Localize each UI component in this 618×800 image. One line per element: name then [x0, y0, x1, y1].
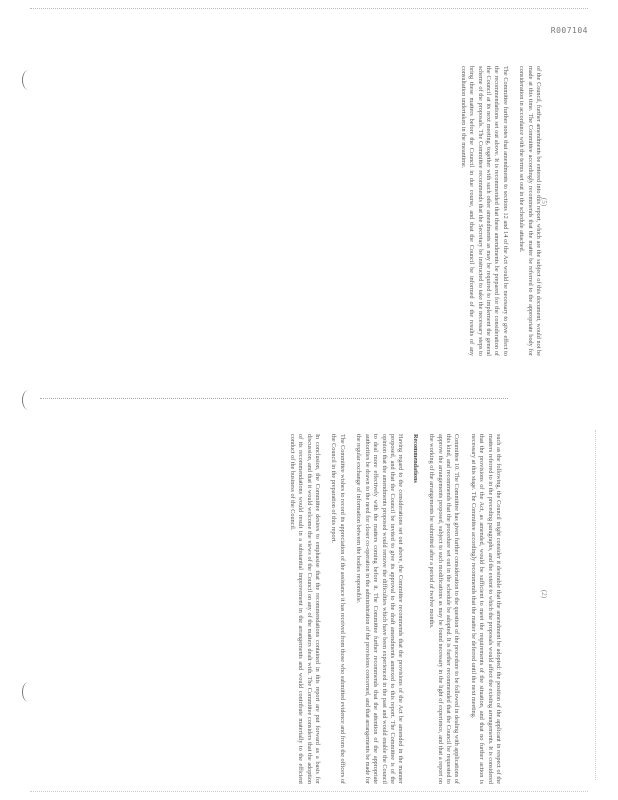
upper-text-block — [102, 66, 542, 356]
page-number-upper: (5) — [540, 197, 548, 207]
section-divider — [40, 398, 508, 399]
bottom-dotted-border — [30, 791, 588, 792]
lower-heading: Recommendations — [411, 434, 419, 483]
right-dotted-border — [595, 430, 596, 780]
page-id: R007104 — [550, 26, 588, 35]
upper-column — [102, 66, 542, 356]
page-number-lower: (2) — [540, 589, 548, 599]
lower-column — [102, 434, 502, 784]
lower-paragraph: Committee 10. The Committee has given further consideration to the question of the procedure to be followed in dealing with applications of this kind, and recommends that the procedure set out in the schedule be adopted. It is further recommended that the Council be requested to approve the arrangements proposed, subject to such modifications as may be found necessary in the light of experience, and that a report on the working of the arrangements be submitted after a period of twelve months. — [428, 434, 461, 784]
punch-hole-mark-bottom — [22, 682, 35, 702]
top-dotted-border — [30, 8, 588, 9]
punch-hole-mark-top — [22, 70, 35, 90]
lower-paragraph: In conclusion, the Committee desires to emphasise that the recommendations contained in this report are put forward as a basis for discussion, and that it would welcome the views of the Council on any of the matters dealt with. The Committee considers that the adoption of its recommendations would result in a substantial improvement in the arrangements and would contribute materially to the efficient conduct of the business of the Council. — [288, 434, 322, 784]
upper-paragraph: of the Council, further amendments be entered into this report, which are the subject of this document, would not be made at this time. The Committee accordingly recommends that the matter be referred to the appropriate body for consideration in accordance with the terms set out in the schedule attached. — [518, 66, 542, 356]
upper-paragraph: The Committee further notes that amendments to sections 12 and 14 of the Act would be necessary to give effect to the recommendations set out above. It is recommended that these amendments be prepared for the consideration of the Council at its next meeting, together with such other amendments as may be required to implement the general scheme of the proposals. The Committee recommends that the Secretary be instructed to take the necessary steps to bring these matters before the Council in due course, and that the Council be informed of the results of any consultation undertaken in the meantime. — [459, 66, 509, 356]
lower-paragraph: such as the following, the Council might consider it desirable that the amendment be adopted: the position of the applicant in respect of the matters referred to in the preceding paragraphs, and the extent to which the proposals would affect the existing arrangements. It is considered that the provisions of the Act, as amended, would be sufficient to meet the requirements of the situation, and that no further action is necessary at this stage. The Committee accordingly recommends that the matter be deferred until the next meeting. — [469, 434, 502, 784]
punch-hole-mark-middle — [22, 390, 35, 410]
lower-paragraph: The Committee wishes to record its appreciation of the assistance it has received from those who submitted evidence and from the officers of the Council in the preparation of this report. — [330, 434, 346, 784]
lower-paragraph: Having regard to the considerations set out above, the Committee recommends that the provisions of the Act be amended in the manner proposed, and that the Council be invited to give its approval to the draft amendments annexed to this report. The Committee is of the opinion that the amendments proposed would remove the difficulties which have been experienced in the past and would enable the Council to deal more effectively with the matters coming before it. The Committee further recommends that the attention of the appropriate authorities be drawn to the need for closer co-operation in the administration of the provisions concerned, and that arrangements be made for the regular exchange of information between the bodies responsible. — [355, 434, 405, 784]
lower-text-block — [102, 434, 502, 784]
